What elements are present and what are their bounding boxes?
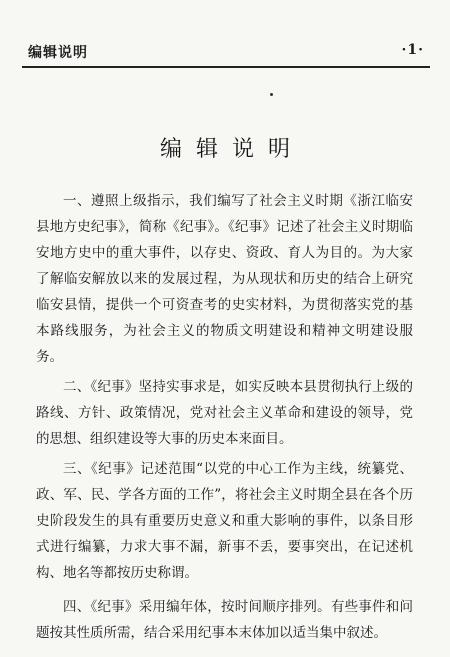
running-header: [22, 40, 430, 64]
body-text: [36, 188, 413, 650]
paragraph-3: 三、《纪事》记述范围“以党的中心工作为主线，统纂党、政、军、民、学各方面的工作”，将社会主义时期全县在各个历史阶段发生的具有重要历史意义和重大影响的事件，以条目形式进行编纂，力求大事不漏，新事不丢，要事突出，在记述机构、地名等都按历史称谓。: [36, 461, 413, 581]
running-header-title: 编辑说明: [28, 45, 88, 61]
section-title: 编辑说明: [159, 137, 304, 162]
header-rule: [22, 66, 430, 68]
paragraph-2: 二、《纪事》坚持实事求是，如实反映本县贯彻执行上级的路线、方针、政策情况，党对社会主义革命和建设的领导，党的思想、组织建设等大事的历史本来面目。: [36, 379, 413, 447]
print-speck: [270, 93, 273, 96]
page-number: ·1·: [401, 42, 424, 58]
paragraph-4: 四、《纪事》采用编年体，按时间顺序排列。有些事件和问题按其性质所需，结合采用纪事本末体加以适当集中叙述。: [36, 599, 413, 641]
paragraph-1: 一、遵照上级指示，我们编写了社会主义时期《浙江临安县地方史纪事》，简称《纪事》。《纪事》记述了社会主义时期临安地方史中的重大事件，以存史、资政、育人为目的。为大家了解临安解放以来的发展过程，为从现状和历史的结合上研究临安县情，提供一个可资查考的史实材料，为贯彻落实党的基本路线服务，为社会主义的物质文明建设和精神文明建设服务。: [36, 193, 413, 365]
